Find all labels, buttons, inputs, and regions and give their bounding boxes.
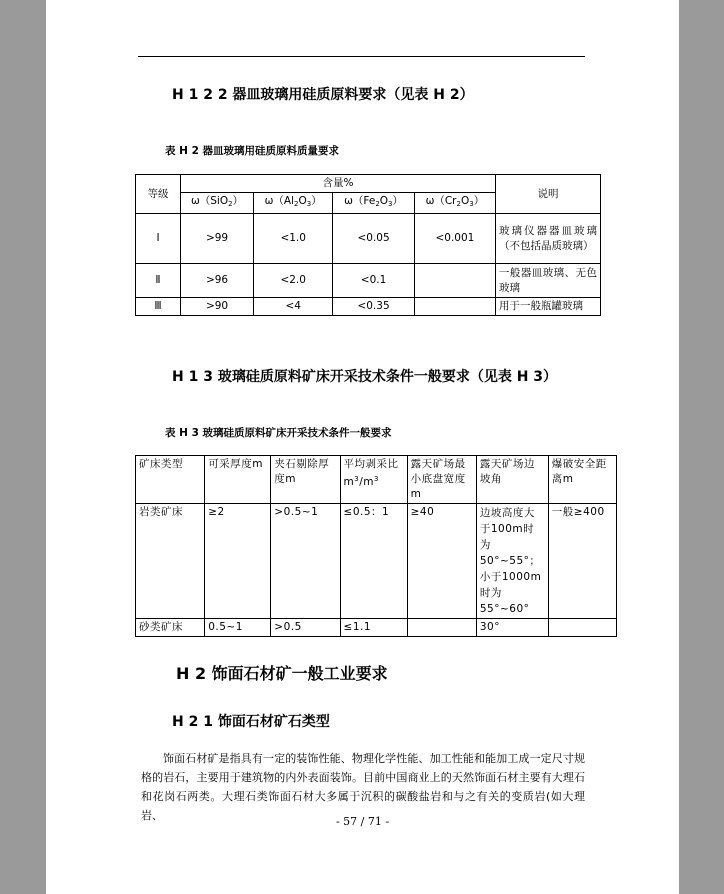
cr2o3-header: $\omega(Cr_2O_3)$	[414, 193, 495, 214]
header-rule	[138, 56, 585, 57]
desc-cell: 玻璃仪器器皿玻璃（不包括晶质玻璃）	[496, 214, 601, 264]
cr2o3-cell: <0.001	[414, 214, 495, 264]
al2o3-cell: <2.0	[254, 264, 333, 298]
table-header-row	[136, 175, 601, 193]
table-header-row	[136, 456, 617, 504]
body-paragraph	[141, 749, 585, 825]
type-cell: 岩类矿床	[136, 504, 205, 619]
grade-cell: Ⅰ	[136, 214, 181, 264]
fe2o3-cell: <0.35	[333, 298, 414, 316]
section-heading-h21: H 2 1 饰面石材矿石类型	[172, 714, 330, 730]
section-heading-h2: H 2 饰面石材矿一般工业要求	[176, 664, 388, 683]
pit-width-cell	[407, 619, 476, 637]
thickness-cell: 0.5~1	[205, 619, 271, 637]
section-heading-h122: H 1 2 2 器皿玻璃用硅质原料要求（见表 H 2）	[172, 87, 474, 103]
blast-cell: 一般≥400	[548, 504, 616, 619]
fe2o3-header: $\omega(Fe_2O_3)$	[333, 193, 414, 214]
page-number: - 57 / 71 -	[335, 815, 390, 828]
table-row	[136, 214, 601, 264]
sio2-cell: >99	[181, 214, 254, 264]
blast-header: 爆破安全距离m	[548, 456, 616, 504]
content-header: 含量%	[181, 175, 496, 193]
paragraph-text: 饰面石材矿是指具有一定的装饰性能、物理化学性能、加工性能和能加工成一定尺寸规格的岩石，主要用于建筑物的内外表面装饰。目前中国商业上的天然饰面石材主要有大理石和花岗石两类。大理石类饰面石材大多属于沉积的碳酸盐岩和与之有关的变质岩(如大理岩、	[141, 752, 585, 822]
grade-header: 等级	[136, 175, 181, 214]
table-row	[136, 298, 601, 316]
thickness-header: 可采厚度m	[205, 456, 271, 504]
slope-cell: 边坡高度大于100m时为50°~55°；小于1000m时为55°~60°	[476, 504, 548, 619]
fe2o3-cell: <0.05	[333, 214, 414, 264]
thickness-cell: ≥2	[205, 504, 271, 619]
table-row	[136, 504, 617, 619]
pit-width-header: 露天矿场最小底盘宽度m	[407, 456, 476, 504]
grade-cell: Ⅲ	[136, 298, 181, 316]
table-h3-caption: 表 H 3 玻璃硅质原料矿床开采技术条件一般要求	[165, 427, 392, 439]
cr2o3-cell	[414, 264, 495, 298]
grade-cell: Ⅱ	[136, 264, 181, 298]
al2o3-header: $\omega(Al_2O_3)$	[254, 193, 333, 214]
interlayer-cell: >0.5	[271, 619, 340, 637]
ratio-header: 平均剥采比$m^3/m^3$	[340, 456, 407, 504]
al2o3-cell: <4	[254, 298, 333, 316]
type-header: 矿床类型	[136, 456, 205, 504]
al2o3-cell: <1.0	[254, 214, 333, 264]
desc-header: 说明	[496, 175, 601, 214]
document-page	[46, 0, 679, 894]
ratio-cell: ≤0.5：1	[340, 504, 407, 619]
table-row	[136, 264, 601, 298]
blast-cell	[548, 619, 616, 637]
table-row	[136, 619, 617, 637]
sio2-cell: >90	[181, 298, 254, 316]
slope-header: 露天矿场边坡角	[476, 456, 548, 504]
interlayer-header: 夹石剔除厚度m	[271, 456, 340, 504]
type-cell: 砂类矿床	[136, 619, 205, 637]
sio2-header: ω（SiO$_2$）	[181, 193, 254, 214]
table-h2	[135, 174, 601, 316]
section-heading-h13: H 1 3 玻璃硅质原料矿床开采技术条件一般要求（见表 H 3）	[172, 369, 558, 385]
table-h2-caption: 表 H 2 器皿玻璃用硅质原料质量要求	[165, 145, 340, 157]
sio2-cell: >96	[181, 264, 254, 298]
slope-cell: 30°	[476, 619, 548, 637]
fe2o3-cell: <0.1	[333, 264, 414, 298]
interlayer-cell: >0.5~1	[271, 504, 340, 619]
ratio-cell: ≤1.1	[340, 619, 407, 637]
desc-cell: 用于一般瓶罐玻璃	[496, 298, 601, 316]
desc-cell: 一般器皿玻璃、无色玻璃	[496, 264, 601, 298]
table-h3	[135, 455, 617, 637]
pit-width-cell: ≥40	[407, 504, 476, 619]
cr2o3-cell	[414, 298, 495, 316]
